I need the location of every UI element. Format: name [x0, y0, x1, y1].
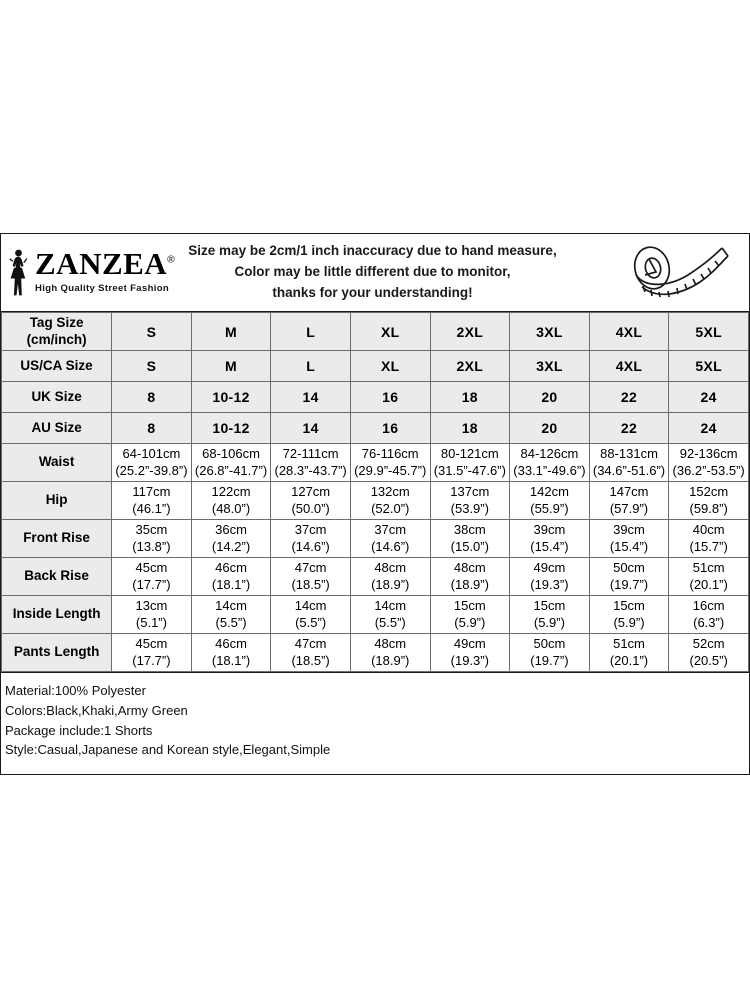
cell-back-rise-4xl: 50cm (19.7”) [589, 558, 669, 596]
registered-trademark-icon: ® [167, 254, 176, 266]
cell-waist-3xl: 84-126cm (33.1”-49.6”) [510, 444, 590, 482]
cell-pants-length-xl: 48cm (18.9”) [350, 634, 430, 672]
cell-waist-l: 72-111cm (28.3”-43.7”) [271, 444, 351, 482]
cell-hip-xl: 132cm (52.0”) [350, 482, 430, 520]
cell-us-ca-l: L [271, 351, 351, 382]
detail-style: Style:Casual,Japanese and Korean style,Elegant,Simple [5, 742, 331, 758]
cell-au-3xl: 20 [510, 413, 590, 444]
cell-au-l: 14 [271, 413, 351, 444]
cell-uk-xl: 16 [350, 382, 430, 413]
notice-line-3: thanks for your understanding! [272, 284, 473, 300]
cell-hip-s: 117cm (46.1”) [112, 482, 192, 520]
cell-us-ca-2xl: 2XL [430, 351, 510, 382]
row-inside-length [2, 596, 749, 634]
row-waist [2, 444, 749, 482]
cell-back-rise-5xl: 51cm (20.1”) [669, 558, 749, 596]
cell-front-rise-2xl: 38cm (15.0”) [430, 520, 510, 558]
cell-hip-5xl: 152cm (59.8”) [669, 482, 749, 520]
cell-au-5xl: 24 [669, 413, 749, 444]
row-tag-size [2, 313, 749, 351]
cell-hip-3xl: 142cm (55.9”) [510, 482, 590, 520]
row-label-uk-size: UK Size [2, 382, 112, 413]
row-front-rise [2, 520, 749, 558]
size-chart-table [1, 312, 749, 672]
detail-package: Package include:1 Shorts [5, 722, 153, 738]
cell-tag-size-m: M [191, 313, 271, 351]
size-chart-sheet [0, 233, 750, 775]
cell-front-rise-l: 37cm (14.6”) [271, 520, 351, 558]
measuring-tape-icon [609, 242, 749, 304]
row-label-line-1: Tag Size [29, 314, 84, 330]
cell-hip-2xl: 137cm (53.9”) [430, 482, 510, 520]
notice-line-2: Color may be little different due to monitor, [234, 264, 511, 280]
detail-material: Material:100% Polyester [5, 683, 146, 698]
cell-pants-length-5xl: 52cm (20.5”) [669, 634, 749, 672]
cell-pants-length-2xl: 49cm (19.3”) [430, 634, 510, 672]
row-label-waist: Waist [2, 444, 112, 482]
cell-inside-length-3xl: 15cm (5.9”) [510, 596, 590, 634]
cell-tag-size-xl: XL [350, 313, 430, 351]
cell-us-ca-4xl: 4XL [589, 351, 669, 382]
cell-uk-l: 14 [271, 382, 351, 413]
cell-uk-4xl: 22 [589, 382, 669, 413]
row-back-rise [2, 558, 749, 596]
cell-tag-size-2xl: 2XL [430, 313, 510, 351]
cell-us-ca-5xl: 5XL [669, 351, 749, 382]
row-label-hip: Hip [2, 482, 112, 520]
cell-hip-m: 122cm (48.0”) [191, 482, 271, 520]
cell-uk-5xl: 24 [669, 382, 749, 413]
cell-back-rise-2xl: 48cm (18.9”) [430, 558, 510, 596]
cell-pants-length-l: 47cm (18.5”) [271, 634, 351, 672]
detail-colors: Colors:Black,Khaki,Army Green [5, 702, 188, 718]
woman-silhouette-icon [7, 247, 33, 299]
cell-us-ca-xl: XL [350, 351, 430, 382]
cell-uk-3xl: 20 [510, 382, 590, 413]
cell-inside-length-xl: 14cm (5.5”) [350, 596, 430, 634]
cell-au-s: 8 [112, 413, 192, 444]
cell-waist-s: 64-101cm (25.2”-39.8”) [112, 444, 192, 482]
cell-back-rise-m: 46cm (18.1”) [191, 558, 271, 596]
cell-tag-size-5xl: 5XL [669, 313, 749, 351]
cell-uk-s: 8 [112, 382, 192, 413]
brand-tagline: High Quality Street Fashion [35, 282, 170, 294]
cell-tag-size-3xl: 3XL [510, 313, 590, 351]
brand-logo [1, 247, 176, 299]
cell-front-rise-4xl: 39cm (15.4”) [589, 520, 669, 558]
cell-pants-length-4xl: 51cm (20.1”) [589, 634, 669, 672]
cell-pants-length-3xl: 50cm (19.7”) [510, 634, 590, 672]
cell-inside-length-4xl: 15cm (5.9”) [589, 596, 669, 634]
chart-banner [1, 234, 749, 312]
product-details [1, 672, 749, 774]
cell-inside-length-l: 14cm (5.5”) [271, 596, 351, 634]
cell-waist-m: 68-106cm (26.8”-41.7”) [191, 444, 271, 482]
row-label-pants-length: Pants Length [2, 634, 112, 672]
cell-front-rise-m: 36cm (14.2”) [191, 520, 271, 558]
row-label-line-2: (cm/inch) [26, 331, 87, 347]
cell-inside-length-2xl: 15cm (5.9”) [430, 596, 510, 634]
row-pants-length [2, 634, 749, 672]
measurement-notice [176, 241, 609, 304]
cell-back-rise-s: 45cm (17.7”) [112, 558, 192, 596]
cell-uk-2xl: 18 [430, 382, 510, 413]
row-hip [2, 482, 749, 520]
cell-tag-size-4xl: 4XL [589, 313, 669, 351]
cell-au-4xl: 22 [589, 413, 669, 444]
row-label-au-size: AU Size [2, 413, 112, 444]
cell-uk-m: 10-12 [191, 382, 271, 413]
row-label-front-rise: Front Rise [2, 520, 112, 558]
row-label-inside-length: Inside Length [2, 596, 112, 634]
cell-front-rise-5xl: 40cm (15.7”) [669, 520, 749, 558]
cell-hip-4xl: 147cm (57.9”) [589, 482, 669, 520]
cell-front-rise-3xl: 39cm (15.4”) [510, 520, 590, 558]
cell-waist-4xl: 88-131cm (34.6”-51.6”) [589, 444, 669, 482]
cell-inside-length-s: 13cm (5.1”) [112, 596, 192, 634]
cell-tag-size-l: L [271, 313, 351, 351]
row-label-us-ca-size: US/CA Size [2, 351, 112, 382]
size-chart-body [2, 313, 749, 672]
cell-pants-length-m: 46cm (18.1”) [191, 634, 271, 672]
cell-au-xl: 16 [350, 413, 430, 444]
cell-us-ca-s: S [112, 351, 192, 382]
row-label-tag-size [2, 313, 112, 351]
row-au-size [2, 413, 749, 444]
row-us-ca-size [2, 351, 749, 382]
cell-waist-2xl: 80-121cm (31.5”-47.6”) [430, 444, 510, 482]
cell-hip-l: 127cm (50.0”) [271, 482, 351, 520]
cell-inside-length-5xl: 16cm (6.3”) [669, 596, 749, 634]
cell-front-rise-s: 35cm (13.8”) [112, 520, 192, 558]
brand-name: ZANZEA® [35, 246, 176, 282]
cell-waist-5xl: 92-136cm (36.2”-53.5”) [669, 444, 749, 482]
cell-tag-size-s: S [112, 313, 192, 351]
cell-inside-length-m: 14cm (5.5”) [191, 596, 271, 634]
cell-back-rise-3xl: 49cm (19.3”) [510, 558, 590, 596]
row-label-back-rise: Back Rise [2, 558, 112, 596]
row-uk-size [2, 382, 749, 413]
brand-wordmark [35, 246, 176, 298]
cell-us-ca-3xl: 3XL [510, 351, 590, 382]
cell-us-ca-m: M [191, 351, 271, 382]
cell-au-m: 10-12 [191, 413, 271, 444]
cell-pants-length-s: 45cm (17.7”) [112, 634, 192, 672]
cell-front-rise-xl: 37cm (14.6”) [350, 520, 430, 558]
cell-back-rise-l: 47cm (18.5”) [271, 558, 351, 596]
cell-au-2xl: 18 [430, 413, 510, 444]
cell-back-rise-xl: 48cm (18.9”) [350, 558, 430, 596]
notice-line-1: Size may be 2cm/1 inch inaccuracy due to hand measure, [188, 243, 557, 259]
cell-waist-xl: 76-116cm (29.9”-45.7”) [350, 444, 430, 482]
